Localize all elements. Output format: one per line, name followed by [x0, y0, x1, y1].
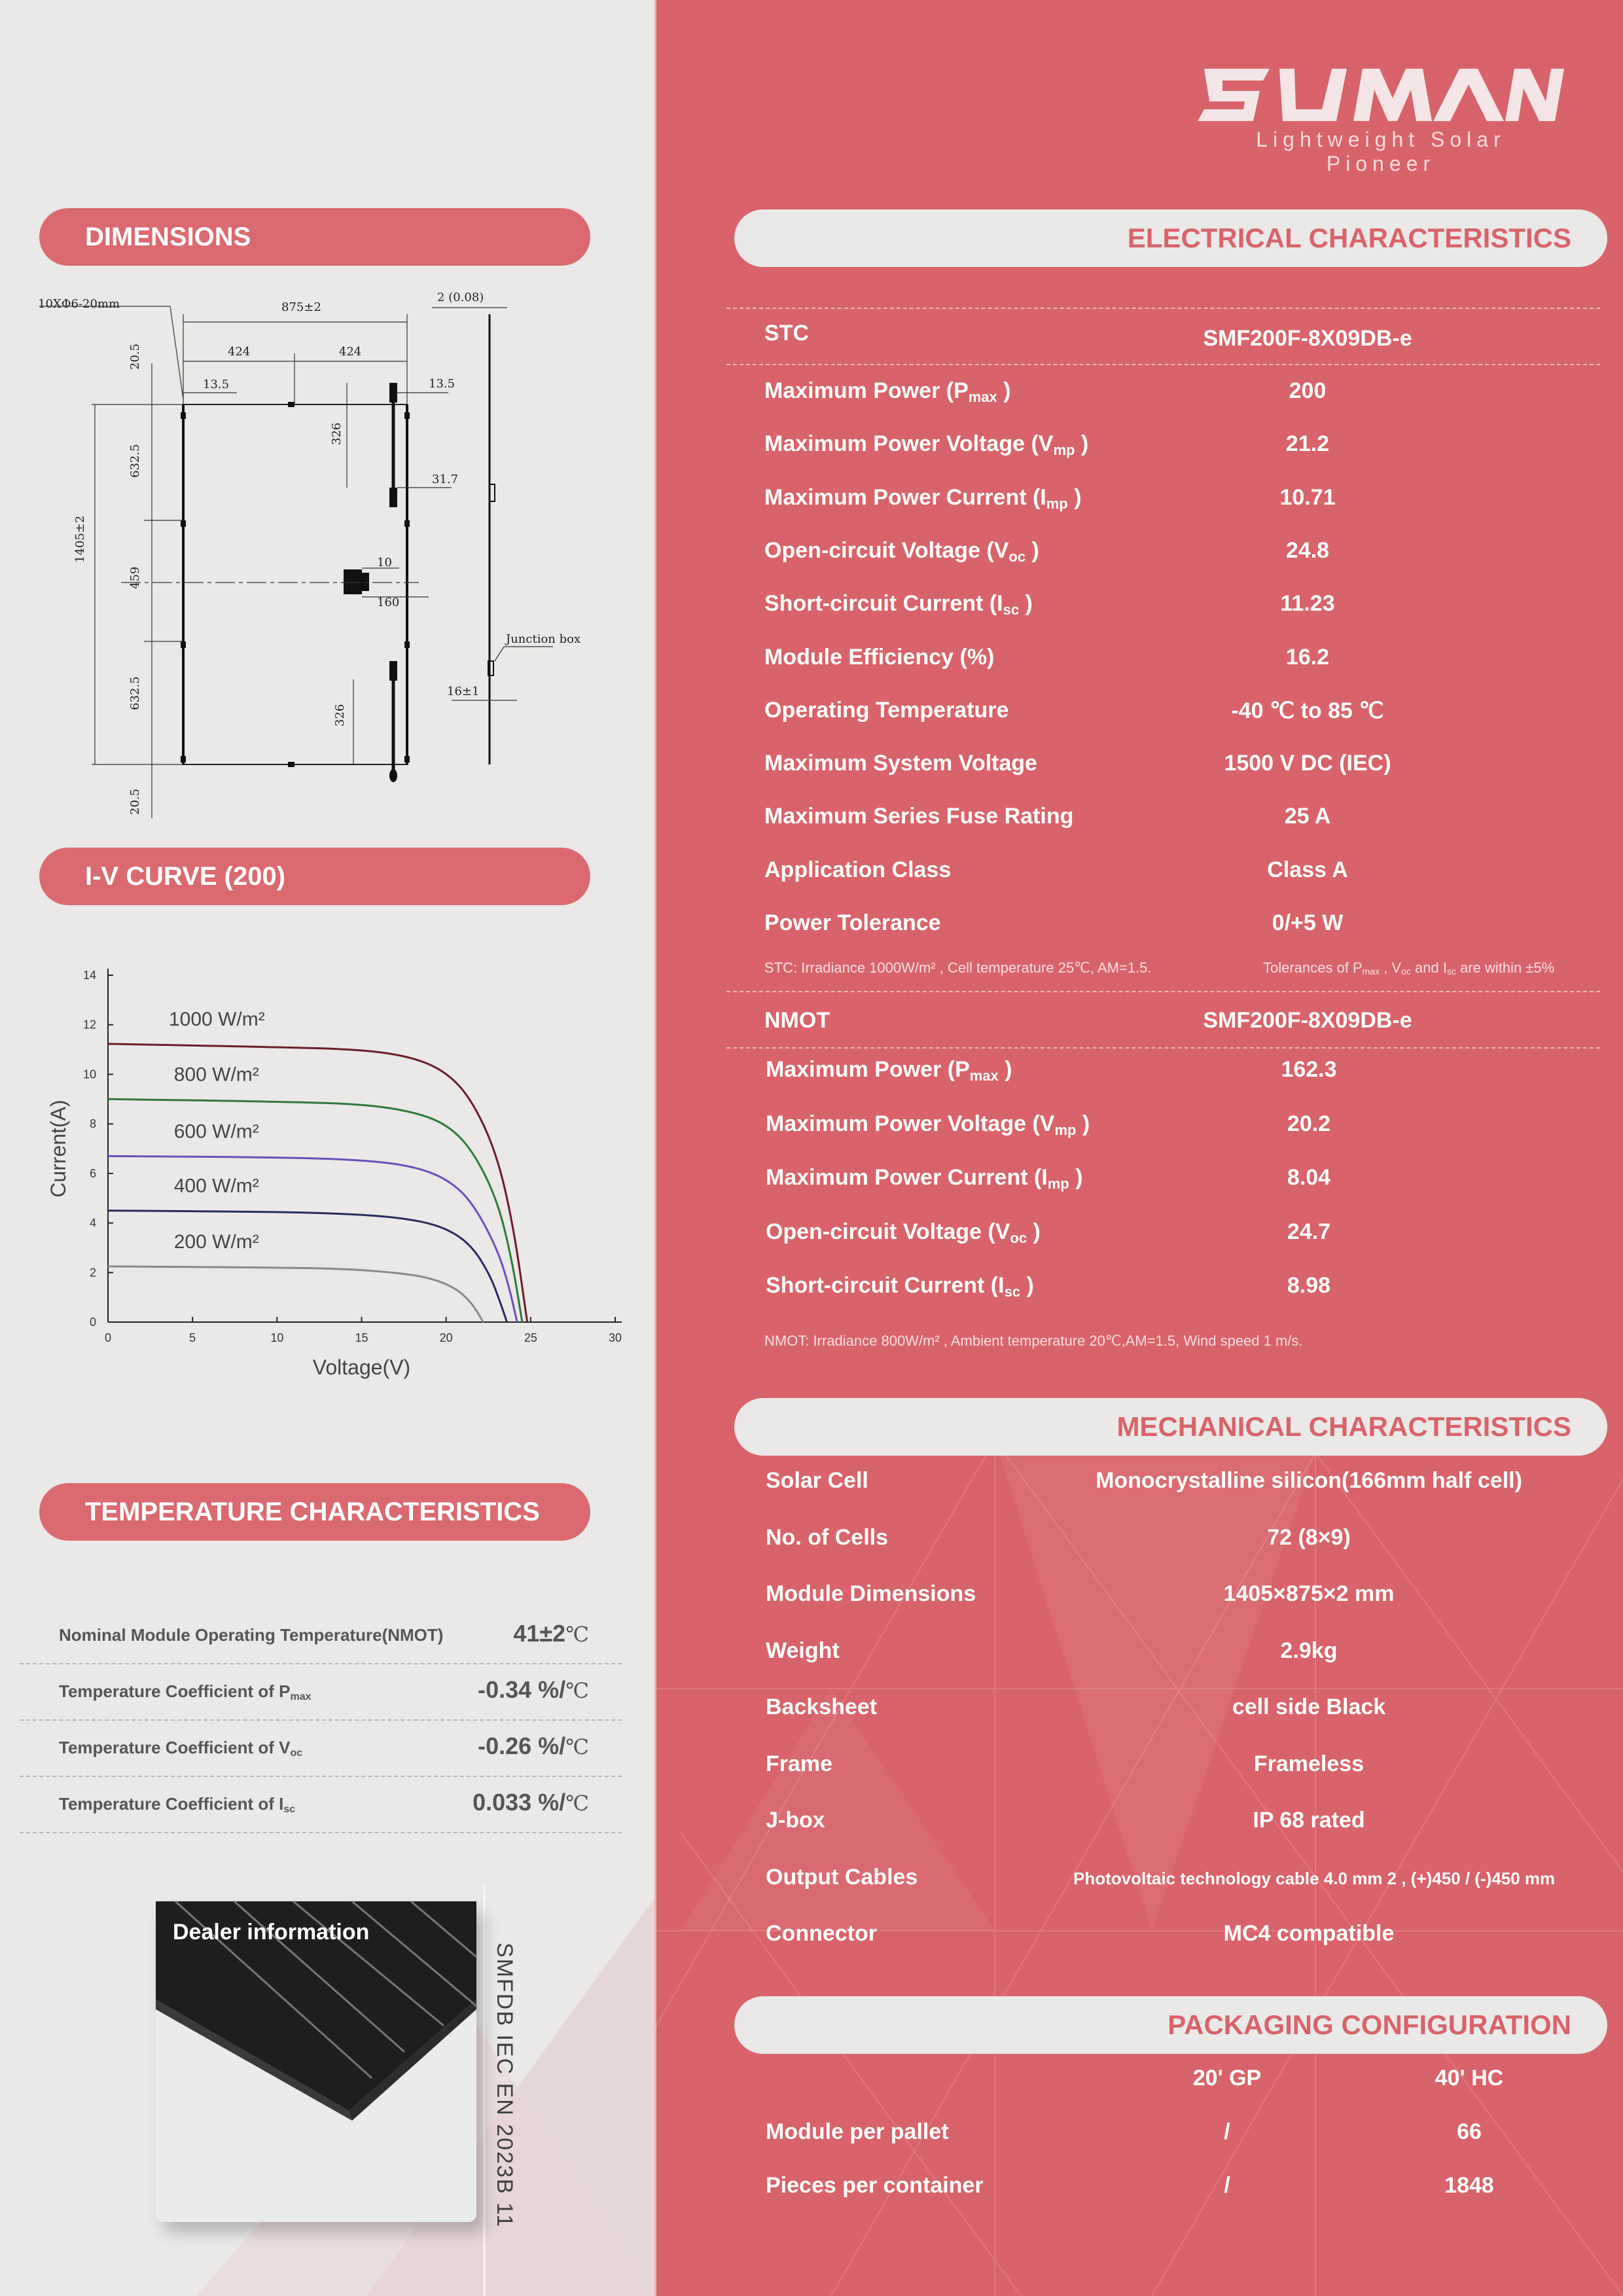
temp-label: Nominal Module Operating Temperature(NMOT) — [59, 1625, 444, 1645]
nmot-value: 162.3 — [1281, 1057, 1337, 1082]
packaging-cell: 66 — [1457, 2119, 1482, 2144]
nmot-row — [766, 1111, 1603, 1144]
stc-label: Open-circuit Voltage ($V_{oc}$ ) — [764, 537, 1039, 565]
panel-outline — [183, 404, 407, 764]
mount-hole — [181, 756, 186, 762]
connector — [389, 769, 397, 782]
mount-hole — [404, 756, 410, 762]
stc-row — [764, 378, 1602, 411]
packaging-cell: / — [1224, 2173, 1230, 2198]
packaging-header: PACKAGING CONFIGURATION — [734, 1996, 1607, 2054]
series-line — [108, 1266, 484, 1322]
temperature-header: TEMPERATURE CHARACTERISTICS — [39, 1483, 590, 1541]
x-tick-label: 15 — [355, 1331, 368, 1344]
dimensions-drawing — [38, 288, 581, 831]
drawing-line — [495, 647, 504, 661]
left-panel — [0, 0, 654, 2296]
mech-row — [766, 1921, 1603, 1954]
x-tick-label: 30 — [608, 1331, 622, 1344]
stc-label: Power Tolerance — [764, 910, 941, 935]
stc-row — [764, 910, 1602, 943]
series-label: 200 W/m² — [173, 1230, 259, 1253]
mech-value: Frameless — [1253, 1751, 1364, 1776]
mount-hole — [288, 762, 294, 767]
series-line — [108, 1156, 517, 1322]
mount-hole — [181, 641, 186, 648]
mech-row — [766, 1638, 1603, 1671]
nmot-value: 20.2 — [1287, 1111, 1331, 1136]
temp-label: Temperature Coefficient of $I_{sc}$ — [59, 1794, 296, 1815]
mech-label: Backsheet — [766, 1695, 878, 1719]
stc-row — [764, 591, 1602, 624]
x-tick-label: 0 — [104, 1331, 112, 1344]
x-tick-label: 5 — [189, 1331, 196, 1344]
y-tick-label: 6 — [89, 1166, 96, 1180]
temp-label: Temperature Coefficient of $P_{max}$ — [59, 1681, 312, 1702]
dimension-label: 2 (0.08) — [437, 291, 484, 304]
dimension-label: 459 — [128, 566, 142, 589]
mechanical-header: MECHANICAL CHARACTERISTICS — [734, 1398, 1607, 1456]
stc-value: 200 — [1289, 378, 1327, 403]
nmot-row — [766, 1273, 1603, 1306]
nmot-label: Maximum Power ($P_{max}$ ) — [766, 1057, 1012, 1084]
mech-row — [766, 1751, 1603, 1784]
mech-label: Solar Cell — [766, 1468, 868, 1493]
mech-row — [766, 1808, 1603, 1840]
cable — [389, 661, 397, 681]
mech-label: Frame — [766, 1751, 833, 1776]
stc-label: Operating Temperature — [764, 697, 1009, 723]
stc-label: Maximum Power ($P_{max}$ ) — [764, 378, 1011, 405]
stc-label: Maximum System Voltage — [764, 751, 1037, 776]
dimension-label: 10 — [377, 556, 392, 569]
nmot-label: Open-circuit Voltage ($V_{oc}$ ) — [766, 1219, 1041, 1246]
divider — [726, 308, 1600, 309]
temp-value: -0.34 %/℃ — [478, 1676, 589, 1703]
mech-value: IP 68 rated — [1253, 1808, 1365, 1833]
dimension-label: 424 — [339, 345, 362, 359]
dimension-label: 632.5 — [128, 444, 142, 478]
nmot-header-row — [764, 1008, 1602, 1041]
dealer-info-card — [156, 1901, 476, 2222]
stc-row — [764, 645, 1602, 677]
dimension-label: Junction box — [506, 632, 581, 646]
stc-value: -40 ℃ to 85 ℃ — [1231, 698, 1384, 723]
dimension-label: 326 — [330, 422, 344, 445]
stc-value: 0/+5 W — [1272, 910, 1344, 935]
mech-value: cell side Black — [1232, 1695, 1386, 1719]
stc-label: STC — [764, 321, 809, 346]
x-tick-label: 20 — [439, 1331, 453, 1344]
nmot-value: 8.98 — [1287, 1273, 1331, 1298]
series-line — [108, 1044, 527, 1322]
mount-hole — [288, 402, 294, 407]
nmot-value: 24.7 — [1287, 1219, 1331, 1244]
temp-value: 0.033 %/℃ — [473, 1789, 589, 1816]
stc-label: Short-circuit Current ($I_{sc}$ ) — [764, 591, 1033, 619]
mech-value: Monocrystalline silicon(166mm half cell) — [1096, 1468, 1522, 1493]
divider — [726, 364, 1600, 365]
dealer-info-label: Dealer information — [173, 1920, 370, 1945]
x-axis-label: Voltage(V) — [312, 1355, 411, 1379]
stc-row — [764, 538, 1602, 571]
junction-box — [344, 569, 362, 594]
mech-value: 2.9kg — [1280, 1638, 1338, 1663]
document-code: SMFDB IEC EN 2023B 11 — [492, 1943, 517, 2229]
mech-row — [766, 1695, 1603, 1727]
mech-row — [766, 1468, 1603, 1501]
temp-row-pmax — [20, 1663, 622, 1721]
mount-hole — [404, 412, 410, 419]
stc-label: Maximum Power Current ($I_{mp}$ ) — [764, 484, 1082, 512]
divider — [726, 1047, 1600, 1049]
x-tick-label: 10 — [270, 1331, 284, 1344]
iv-curve-chart — [39, 956, 641, 1394]
stc-label: Module Efficiency (%) — [764, 644, 995, 670]
tolerance-note: Tolerances of $P_{max}$ , $V_{oc}$ and $I_{sc}$ are within ±5% — [1263, 960, 1555, 977]
nmot-row — [766, 1165, 1603, 1198]
series-label: 400 W/m² — [173, 1175, 259, 1197]
mech-value: 72 (8×9) — [1267, 1524, 1351, 1550]
stc-value: 25 A — [1284, 804, 1331, 829]
y-tick-label: 2 — [89, 1266, 96, 1280]
dimension-label: 13.5 — [429, 377, 455, 391]
y-axis-label: Current(A) — [46, 1100, 70, 1198]
nmot-row — [766, 1057, 1603, 1090]
nmot-value: 8.04 — [1287, 1165, 1331, 1190]
solar-panel-image — [156, 1901, 476, 2222]
nmot-note: NMOT: Irradiance 800W/m² , Ambient temperature 20℃,AM=1.5, Wind speed 1 m/s. — [764, 1333, 1303, 1349]
packaging-col-40hc: 40' HC — [1435, 2066, 1504, 2090]
temp-row-voc — [20, 1719, 622, 1777]
series-label: 1000 W/m² — [169, 1008, 265, 1030]
nmot-label: Short-circuit Current ($I_{sc}$ ) — [766, 1273, 1034, 1300]
mech-label: Module Dimensions — [766, 1581, 976, 1606]
dimension-label: 632.5 — [128, 676, 142, 710]
mount-hole — [181, 412, 186, 419]
column-divider — [654, 0, 656, 2296]
mech-value: 1405×875×2 mm — [1223, 1581, 1395, 1606]
stc-row — [764, 804, 1602, 836]
electrical-header: ELECTRICAL CHARACTERISTICS — [734, 209, 1607, 267]
packaging-cell: 1848 — [1444, 2173, 1494, 2198]
stc-value: 21.2 — [1285, 431, 1330, 457]
cable — [389, 488, 397, 507]
nmot-label: Maximum Power Voltage ($V_{mp}$ ) — [766, 1111, 1090, 1138]
stc-value: 11.23 — [1280, 591, 1335, 617]
stc-row — [764, 857, 1602, 890]
temp-row-isc — [20, 1776, 622, 1833]
mech-label: No. of Cells — [766, 1524, 889, 1550]
packaging-col-20gp: 20' GP — [1192, 2066, 1262, 2090]
iv-curve-header: I-V CURVE (200) — [39, 848, 590, 905]
y-tick-label: 12 — [82, 1018, 96, 1031]
dimension-label: 16±1 — [447, 685, 480, 698]
stc-value: 10.71 — [1279, 484, 1336, 510]
stc-label: Application Class — [764, 857, 952, 882]
mech-row — [766, 1865, 1603, 1897]
y-tick-label: 10 — [82, 1067, 96, 1081]
series-label: 600 W/m² — [173, 1121, 259, 1143]
mount-hole — [404, 520, 410, 527]
y-tick-label: 4 — [89, 1216, 96, 1230]
y-tick-label: 0 — [89, 1316, 96, 1329]
dimension-label: 424 — [228, 345, 251, 359]
nmot-label: NMOT — [764, 1008, 830, 1033]
mount-hole — [404, 641, 410, 648]
junction-box — [360, 573, 369, 591]
dimension-label: 160 — [377, 596, 400, 609]
dimension-label: 20.5 — [128, 343, 142, 370]
mech-row — [766, 1581, 1603, 1614]
dimension-label: 13.5 — [203, 378, 230, 391]
stc-value: 1500 V DC (IEC) — [1224, 751, 1391, 776]
stc-header-row — [764, 321, 1602, 353]
mech-label: Output Cables — [766, 1864, 918, 1890]
mech-label: Weight — [766, 1638, 840, 1663]
temp-value: -0.26 %/℃ — [478, 1732, 589, 1759]
dimension-label: 326 — [333, 704, 347, 726]
sunman-logo — [1198, 62, 1564, 128]
temp-row-nmot — [20, 1607, 622, 1664]
packaging-row-label: Pieces per container — [766, 2173, 984, 2198]
dimension-label: 20.5 — [128, 788, 142, 815]
stc-value: 24.8 — [1285, 537, 1330, 563]
nmot-row — [766, 1219, 1603, 1252]
dimension-label: 10XΦ6-20mm — [38, 297, 120, 311]
mech-row — [766, 1525, 1603, 1558]
temp-value: 41±2℃ — [513, 1620, 589, 1647]
dimensions-header: DIMENSIONS — [39, 208, 590, 266]
brand-tagline: Lightweight Solar Pioneer — [1256, 128, 1506, 175]
stc-row — [764, 485, 1602, 518]
stc-row — [764, 751, 1602, 783]
stc-row — [764, 431, 1602, 464]
mech-value: MC4 compatible — [1223, 1921, 1395, 1946]
stc-row — [764, 698, 1602, 730]
y-tick-label: 8 — [89, 1117, 96, 1131]
stc-value: Class A — [1267, 857, 1348, 882]
stc-note: STC: Irradiance 1000W/m² , Cell temperature 25℃, AM=1.5. — [764, 960, 1152, 976]
dimension-label: 31.7 — [432, 473, 459, 486]
stc-value: 16.2 — [1285, 644, 1330, 670]
mech-value: Photovoltaic technology cable 4.0 mm 2 , (+)450 / (-)450 mm — [1073, 1868, 1556, 1888]
y-tick-label: 14 — [82, 969, 96, 982]
temp-label: Temperature Coefficient of $V_{oc}$ — [59, 1738, 303, 1759]
drawing-line — [170, 306, 183, 399]
stc-label: Maximum Power Voltage ($V_{mp}$ ) — [764, 431, 1089, 459]
nmot-model: SMF200F-8X09DB-e — [1203, 1008, 1412, 1033]
nmot-label: Maximum Power Current ($I_{mp}$ ) — [766, 1165, 1083, 1192]
mount-hole — [181, 520, 186, 527]
packaging-row-label: Module per pallet — [766, 2119, 949, 2144]
mech-label: Connector — [766, 1921, 877, 1946]
dimension-label: 1405±2 — [73, 515, 87, 563]
dimension-label: 875±2 — [281, 300, 321, 314]
series-label: 800 W/m² — [173, 1064, 259, 1086]
stc-model: SMF200F-8X09DB-e — [1203, 326, 1412, 351]
divider — [726, 991, 1600, 992]
packaging-cell: / — [1224, 2119, 1230, 2144]
mech-label: J-box — [766, 1808, 825, 1833]
x-tick-label: 25 — [524, 1331, 537, 1344]
stc-label: Maximum Series Fuse Rating — [764, 804, 1074, 829]
